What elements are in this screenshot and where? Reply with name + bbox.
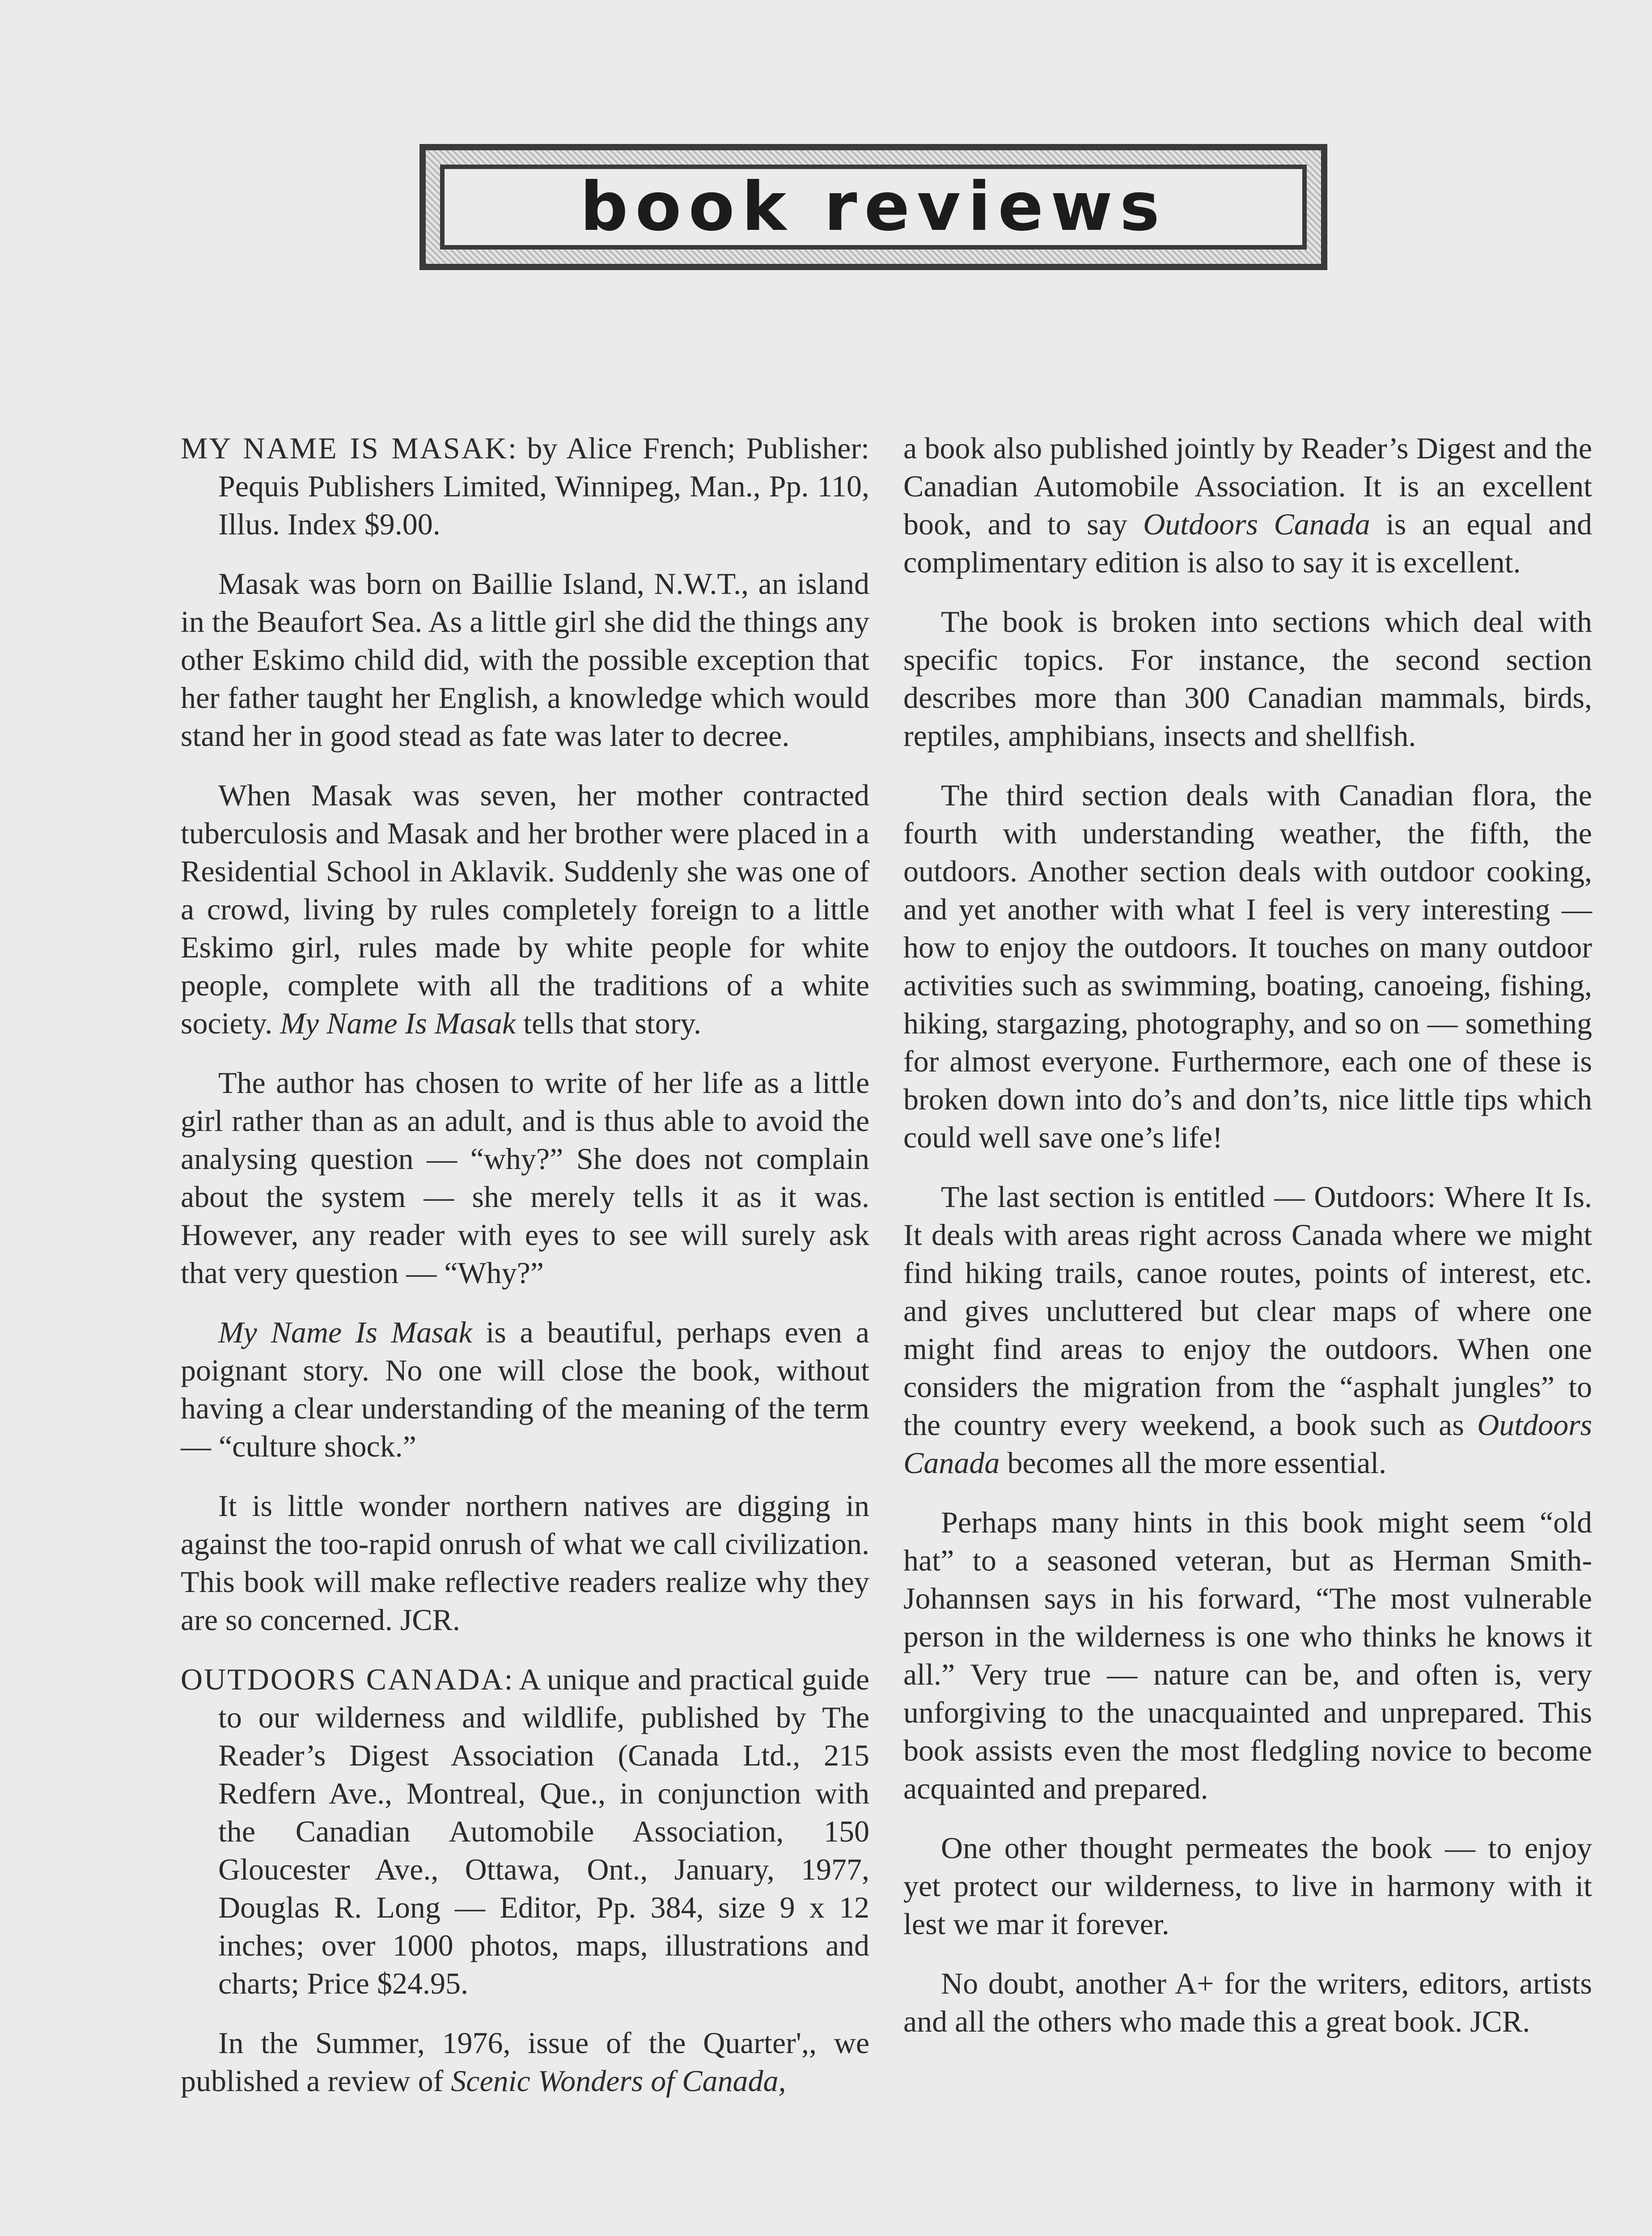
section-title: book reviews bbox=[580, 168, 1167, 246]
book-details-outdoors: : A unique and practical guide to our wilderness and wildlife, published by The Reader’s Digest Association (Canada Ltd., 215 Redfern Ave., Montreal, Que., in conjunction with the Canadian Automobile Association, 150 Gloucester Ave., Ottawa, Ont., January, 1977, Douglas R. Long — Editor, Pp. 384, size 9 x 12 inches; over 1000 photos, maps, illustrations and charts; Price $24.95. bbox=[218, 1662, 870, 2000]
italic-title: My Name Is Masak bbox=[218, 1315, 472, 1349]
book-title-outdoors: OUTDOORS CANADA bbox=[181, 1662, 504, 1696]
paragraph: The third section deals with Canadian flora, the fourth with understanding weather, the fifth, the outdoors. Another section deals with outdoor cooking, and yet another with what I feel is very interesting — how to enjoy the outdoors. It touches on many outdoor activities such as swimming, boating, canoeing, fishing, hiking, stargazing, photography, and so on — something for almost everyone. Furthermore, each one of these is broken down into do’s and don’ts, nice little tips which could well save one’s life! bbox=[903, 778, 1592, 1154]
review-heading-masak bbox=[181, 429, 869, 543]
book-title-masak: MY NAME IS MASAK bbox=[181, 431, 508, 465]
text-run: is an equal and complimentary edition is also to say it is excellent. bbox=[903, 507, 1593, 579]
paragraph: Masak was born on Baillie Island, N.W.T., an island in the Beaufort Sea. As a little girl she did the things any other Eskimo child did, with the possible exception that her father taught her English, a knowledge which would stand her in good stead as fate was later to decree. bbox=[181, 567, 869, 753]
paragraph-continued bbox=[903, 429, 1592, 581]
paragraph: One other thought permeates the book — to enjoy yet protect our wilderness, to live in harmony with it lest we mar it forever. bbox=[903, 1831, 1592, 1941]
paragraph: Perhaps many hints in this book might seem “old hat” to a seasoned veteran, but as Herman Smith-Johannsen says in his forward, “The most vulnerable person in the wilderness is one who thinks he knows it all.” Very true — nature can be, and often is, very unforgiving to the unacquainted and unprepared. This book assists even the most fledgling novice to become acquainted and prepared. bbox=[903, 1505, 1592, 1805]
paragraph: No doubt, another A+ for the writers, editors, artists and all the others who made this a great book. JCR. bbox=[903, 1966, 1592, 2038]
paragraph bbox=[181, 1313, 869, 1465]
italic-title: Scenic Wonders of Canada, bbox=[451, 2064, 786, 2098]
book-details-masak: : by Alice French; Publisher: Pequis Publishers Limited, Winnipeg, Man., Pp. 110, Illus. Index $9.00. bbox=[218, 431, 870, 541]
paragraph: The book is broken into sections which deal with specific topics. For instance, the second section describes more than 300 Canadian mammals, birds, reptiles, amphibians, insects and shellfish. bbox=[903, 605, 1592, 753]
text-run: In the Summer, 1976, issue of the Quarter',, we published a review of bbox=[181, 2026, 869, 2098]
paragraph: It is little wonder northern natives are digging in against the too-rapid onrush of what we call civilization. This book will make reflective readers realize why they are so concerned. JCR. bbox=[181, 1489, 869, 1637]
italic-title: My Name Is Masak bbox=[280, 1006, 516, 1040]
review-heading-outdoors bbox=[181, 1660, 869, 2003]
paragraph bbox=[181, 776, 869, 1042]
left-column bbox=[181, 429, 869, 2122]
text-run: is a beautiful, perhaps even a poignant story. No one will close the book, without having a clear understanding of the meaning of the term — “culture shock.” bbox=[181, 1315, 869, 1463]
text-run: a book also published jointly by Reader’s Digest and the Canadian Automobile Association. It is an excellent book, and to say bbox=[903, 431, 1592, 541]
paragraph bbox=[181, 2024, 869, 2100]
paragraph: The author has chosen to write of her life as a little girl rather than as an adult, and is thus able to avoid the analysing question — “why?” She does not complain about the system — she merely tells it as it was. However, any reader with eyes to see will surely ask that very question — “Why?” bbox=[181, 1066, 869, 1290]
paragraph bbox=[903, 1178, 1592, 1482]
text-run: The last section is entitled — Outdoors: Where It Is. It deals with areas right across Canada where we might find hiking trails, canoe routes, points of interest, etc. and gives uncluttered but clear maps of where one might find areas to enjoy the outdoors. When one considers the migration from the “asphalt jungles” to the country every weekend, a book such as bbox=[903, 1180, 1592, 1442]
section-banner-inner bbox=[440, 165, 1307, 250]
text-run: tells that story. bbox=[516, 1006, 701, 1040]
text-run: When Masak was seven, her mother contracted tuberculosis and Masak and her brother were placed in a Residential School in Aklavik. Suddenly she was one of a crowd, living by rules completely foreign to a little Eskimo girl, rules made by white people for white people, complete with all the traditions of a white society. bbox=[181, 778, 869, 1040]
italic-title: Outdoors Canada bbox=[1143, 507, 1370, 541]
right-column bbox=[903, 429, 1592, 2062]
text-run: becomes all the more essential. bbox=[1000, 1446, 1387, 1480]
section-banner bbox=[419, 144, 1327, 270]
italic-title: Outdoors Canada bbox=[903, 1408, 1592, 1480]
